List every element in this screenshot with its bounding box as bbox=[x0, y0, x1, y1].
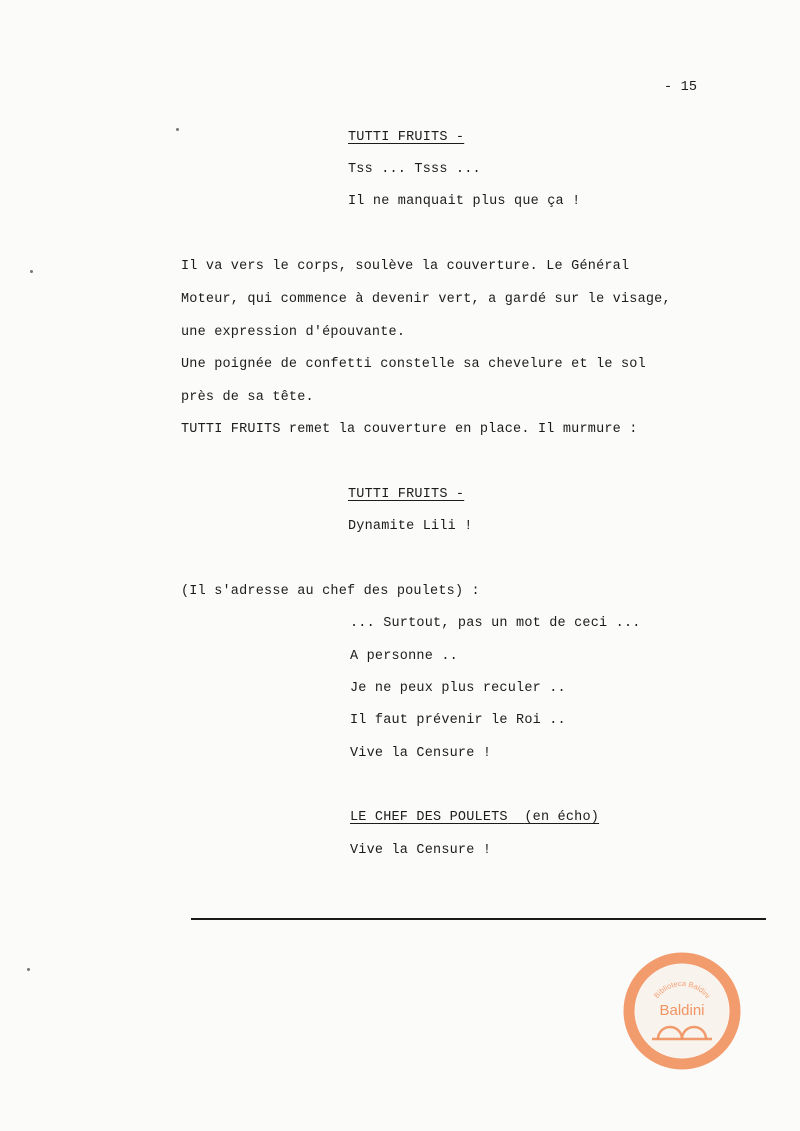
narration-line: TUTTI FRUITS remet la couverture en place. Il murmure : bbox=[181, 422, 638, 437]
page-number: - 15 bbox=[664, 80, 698, 95]
dialogue-line: Tss ... Tsss ... bbox=[348, 162, 481, 177]
dialogue-line: A personne .. bbox=[350, 649, 458, 664]
narration-line: une expression d'épouvante. bbox=[181, 325, 406, 340]
svg-text:Baldini: Baldini bbox=[659, 1002, 705, 1019]
paper-speck bbox=[30, 270, 33, 273]
dialogue-line: Vive la Censure ! bbox=[350, 746, 492, 761]
narration-line: près de sa tête. bbox=[181, 390, 314, 405]
paper-speck bbox=[176, 128, 179, 131]
speaker-name: TUTTI FRUITS - bbox=[348, 487, 465, 502]
dialogue-line: Dynamite Lili ! bbox=[348, 519, 473, 534]
dialogue-line: Il faut prévenir le Roi .. bbox=[350, 713, 566, 728]
speaker-name: TUTTI FRUITS - bbox=[348, 130, 465, 145]
paper-speck bbox=[27, 968, 30, 971]
dialogue-line: Vive la Censure ! bbox=[350, 843, 492, 858]
dialogue-line: Il ne manquait plus que ça ! bbox=[348, 194, 581, 209]
speaker-note: (en écho) bbox=[524, 810, 600, 825]
dialogue-line: Je ne peux plus reculer .. bbox=[350, 681, 566, 696]
stage-direction: (Il s'adresse au chef des poulets) : bbox=[181, 584, 480, 599]
closing-rule bbox=[191, 918, 766, 920]
speaker-heading bbox=[350, 809, 599, 827]
narration-line: Moteur, qui commence à devenir vert, a gardé sur le visage, bbox=[181, 292, 671, 307]
dialogue-line: ... Surtout, pas un mot de ceci ... bbox=[350, 616, 641, 631]
svg-text:Biblioteca Baldini: Biblioteca Baldini bbox=[652, 978, 713, 1000]
library-stamp-logo bbox=[622, 951, 742, 1071]
narration-line: Une poignée de confetti constelle sa chevelure et le sol bbox=[181, 357, 646, 372]
speaker-name: LE CHEF DES POULETS bbox=[350, 810, 508, 825]
narration-line: Il va vers le corps, soulève la couverture. Le Général bbox=[181, 259, 630, 274]
